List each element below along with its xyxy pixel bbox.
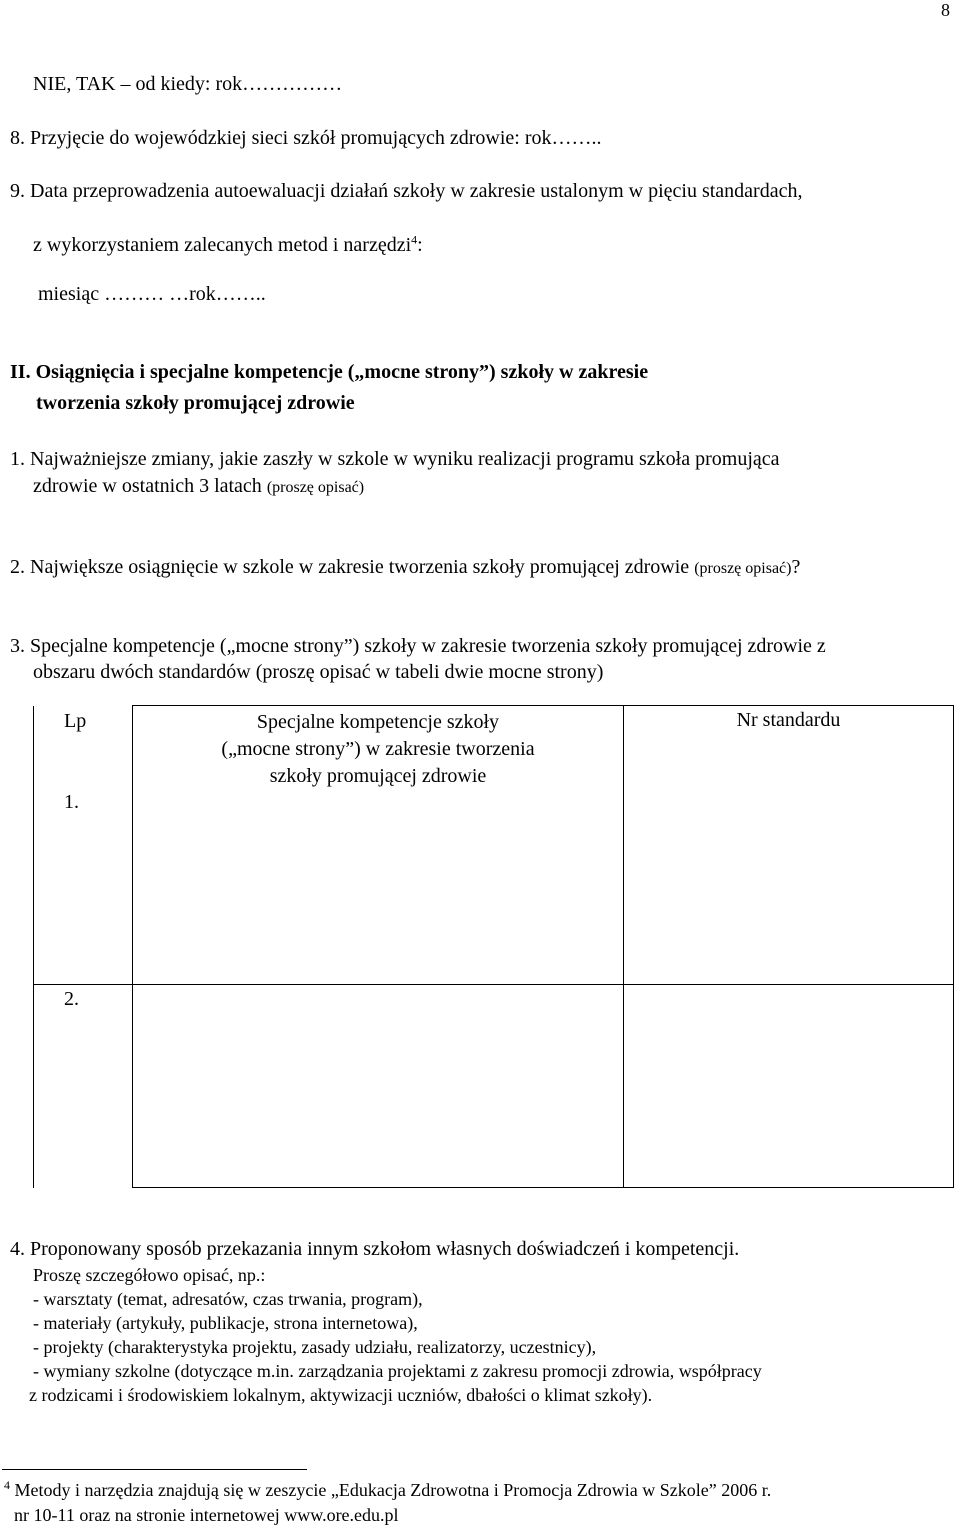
item-9-colon: : [417, 234, 423, 256]
footnote-line2: nr 10-11 oraz na stronie internetowej www.ore.edu.pl [14, 1505, 399, 1525]
footnote-mark: 4 [4, 1478, 10, 1492]
question-2-hint: (proszę opisać) [694, 560, 792, 577]
question-1-line1: 1. Najważniejsze zmiany, jakie zaszły w szkole w wyniku realizacji programu szkoła promująca [10, 448, 780, 470]
list-item: - wymiany szkolne (dotyczące m.in. zarządzania projektami z zakresu promocji zdrowia, współpracy [33, 1361, 762, 1381]
header-competencies-line1: Specjalne kompetencje szkoły [256, 711, 500, 733]
question-4-last-line: z rodzicami i środowiskiem lokalnym, aktywizacji uczniów, dbałości o klimat szkoły). [29, 1385, 653, 1405]
list-item: - materiały (artykuły, publikacje, strona internetowa), [33, 1313, 418, 1333]
lp-cell [34, 985, 133, 1188]
section-title-line2: tworzenia szkoły promującej zdrowie [36, 392, 355, 414]
section-title-line1: II. Osiągnięcia i specjalne kompetencje („mocne strony”) szkoły w zakresie [10, 361, 649, 383]
footnote-separator [2, 1469, 307, 1470]
table-row [34, 706, 954, 985]
item-9-line2 [33, 234, 423, 257]
list-item: - warsztaty (temat, adresatów, czas trwania, program), [33, 1289, 423, 1309]
footnote-ref: 4 [411, 232, 418, 247]
header-competencies-line2: („mocne strony”) w zakresie tworzenia [221, 738, 535, 760]
question-4-line1: 4. Proponowany sposób przekazania innym szkołom własnych doświadczeń i kompetencji. [10, 1238, 740, 1260]
row-number: 2. [64, 988, 79, 1010]
question-2 [10, 556, 800, 579]
row-number: 1. [64, 790, 79, 813]
question-2-end: ? [791, 556, 801, 578]
question-1-line2 [33, 475, 364, 498]
item-9-text: z wykorzystaniem zalecanych metod i narzędzi [33, 234, 412, 256]
table-row [34, 985, 954, 1188]
question-2-text: 2. Największe osiągnięcie w szkole w zakresie tworzenia szkoły promującej zdrowie [10, 556, 695, 578]
competencies-cell[interactable] [133, 706, 624, 985]
competencies-cell[interactable] [133, 985, 624, 1188]
item-9-line1: 9. Data przeprowadzenia autoewaluacji działań szkoły w zakresie ustalonym w pięciu standardach, [10, 180, 803, 202]
lp-cell [34, 706, 133, 985]
question-1-text: zdrowie w ostatnich 3 latach [33, 475, 267, 497]
page-number: 8 [941, 0, 950, 20]
question-3-line2: obszaru dwóch standardów (proszę opisać w tabeli dwie mocne strony) [33, 661, 604, 683]
question-3-line1: 3. Specjalne kompetencje („mocne strony”) szkoły w zakresie tworzenia szkoły promującej zdrowie z [10, 635, 826, 657]
question-1-hint: (proszę opisać) [266, 479, 365, 496]
answer-line-nie-tak: NIE, TAK – od kiedy: rok…………… [33, 73, 343, 95]
footnote-line1 [4, 1480, 771, 1501]
item-8: 8. Przyjęcie do wojewódzkiej sieci szkół promujących zdrowie: rok…….. [10, 127, 602, 149]
header-competencies-line3: szkoły promującej zdrowie [269, 765, 487, 787]
question-4-line2: Proszę szczegółowo opisać, np.: [33, 1265, 266, 1285]
competencies-table [33, 705, 954, 1188]
footnote-text: Metody i narzędzia znajdują się w zeszycie „Edukacja Zdrowotna i Promocja Zdrowia w Szkole” 2006 r. [10, 1480, 772, 1500]
header-standard: Nr standardu [736, 709, 841, 731]
item-9-date-line: miesiąc ……… …rok…….. [38, 283, 266, 305]
standard-cell[interactable] [624, 985, 954, 1188]
list-item: - projekty (charakterystyka projektu, zasady udziału, realizatorzy, uczestnicy), [33, 1337, 597, 1357]
header-lp: Lp [64, 709, 87, 732]
standard-cell[interactable] [624, 706, 954, 985]
